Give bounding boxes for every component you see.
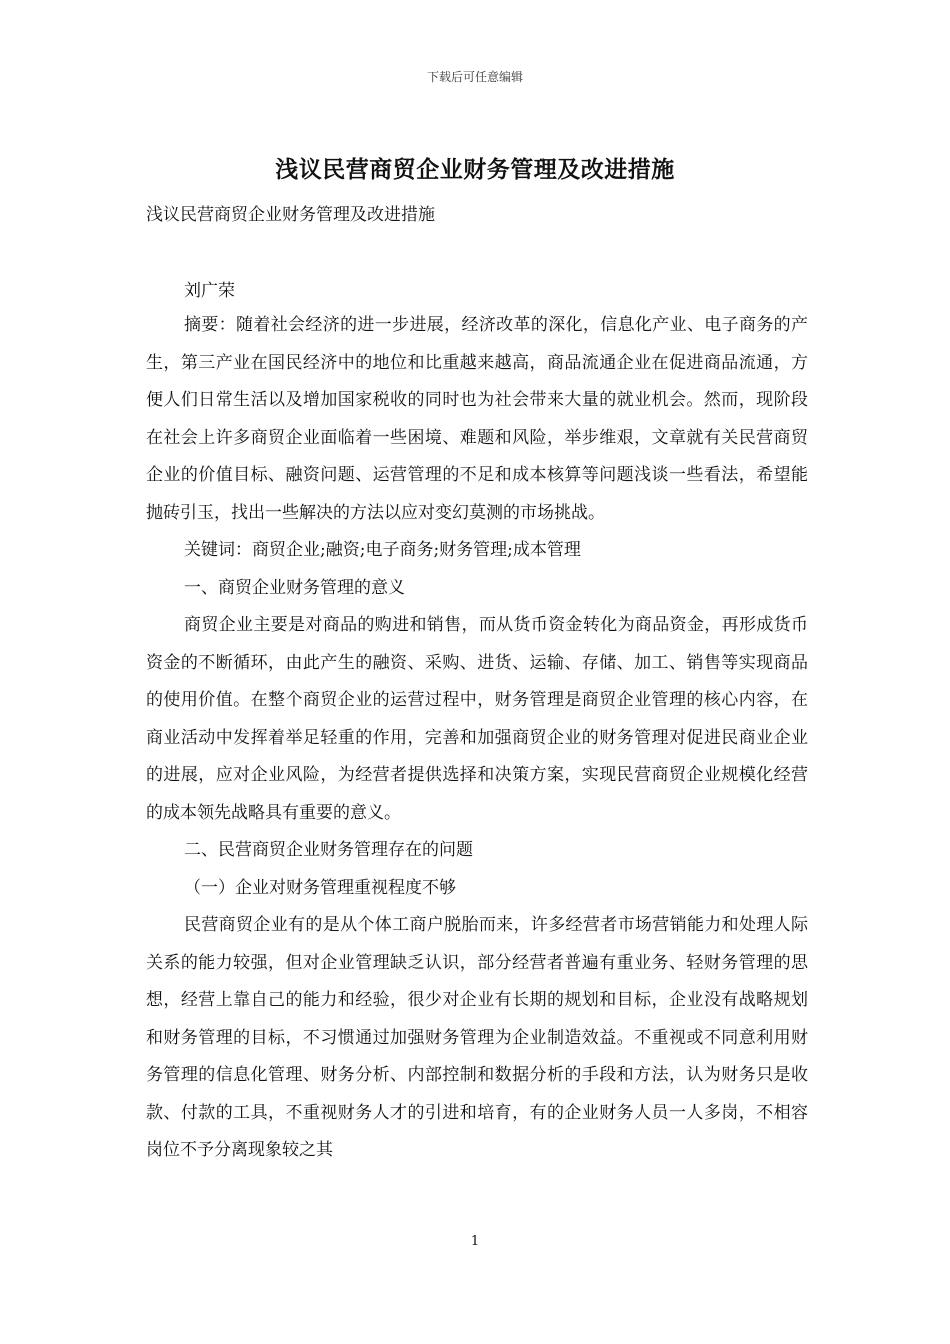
section-heading-1: 一、商贸企业财务管理的意义 xyxy=(184,577,405,598)
subsection-heading-1: （一）企业对财务管理重视程度不够 xyxy=(184,877,456,898)
body-paragraph: 民营商贸企业有的是从个体工商户脱胎而来，许多经营者市场营销能力和处理人际关系的能力较强，但对企业管理缺乏认识，部分经营者普遍有重业务、轻财务管理的思想，经营上靠自己的能力和经验，很少对企业有长期的规划和目标，企业没有战略规划和财务管理的目标，不习惯通过加强财务管理为企业制造效益。不重视或不同意利用财务管理的信息化管理、财务分析、内部控制和数据分析的手段和方法，认为财务只是收款、付款的工具，不重视财务人才的引进和培育，有的企业财务人员一人多岗，不相容岗位不予分离现象较之其 xyxy=(146,915,808,1160)
author-name: 刘广荣 xyxy=(184,281,235,301)
body-paragraph: 商贸企业主要是对商品的购进和销售，而从货币资金转化为商品资金，再形成货币资金的不断循环，由此产生的融资、采购、进货、运输、存储、加工、销售等实现商品的使用价值。在整个商贸企业的运营过程中，财务管理是商贸企业管理的核心内容，在商业活动中发挥着举足轻重的作用，完善和加强商贸企业的财务管理对促进民商业企业的进展，应对企业风险，为经营者提供选择和决策方案，实现民营商贸企业规模化经营的成本领先战略具有重要的意义。 xyxy=(146,615,808,823)
document-title: 浅议民营商贸企业财务管理及改进措施 xyxy=(275,156,675,183)
page-header-note: 下载后可任意编辑 xyxy=(426,70,523,84)
document-subtitle: 浅议民营商贸企业财务管理及改进措施 xyxy=(146,205,435,225)
keywords-paragraph: 关键词：商贸企业;融资;电子商务;财务管理;成本管理 xyxy=(184,540,581,560)
section-heading-2: 二、民营商贸企业财务管理存在的问题 xyxy=(184,840,473,860)
document-body xyxy=(146,307,808,1170)
abstract-paragraph: 摘要：随着社会经济的进一步进展，经济改革的深化，信息化产业、电子商务的产生，第三产业在国民经济中的地位和比重越来越高，商品流通企业在促进商品流通，方便人们日常生活以及增加国家税收的同时也为社会带来大量的就业机会。然而，现阶段在社会上许多商贸企业面临着一些困境、难题和风险，举步维艰，文章就有关民营商贸企业的价值目标、融资问题、运营管理的不足和成本核算等问题浅谈一些看法，希望能抛砖引玉，找出一些解决的方法以应对变幻莫测的市场挑战。 xyxy=(146,315,808,523)
page-number: 1 xyxy=(470,1234,480,1249)
